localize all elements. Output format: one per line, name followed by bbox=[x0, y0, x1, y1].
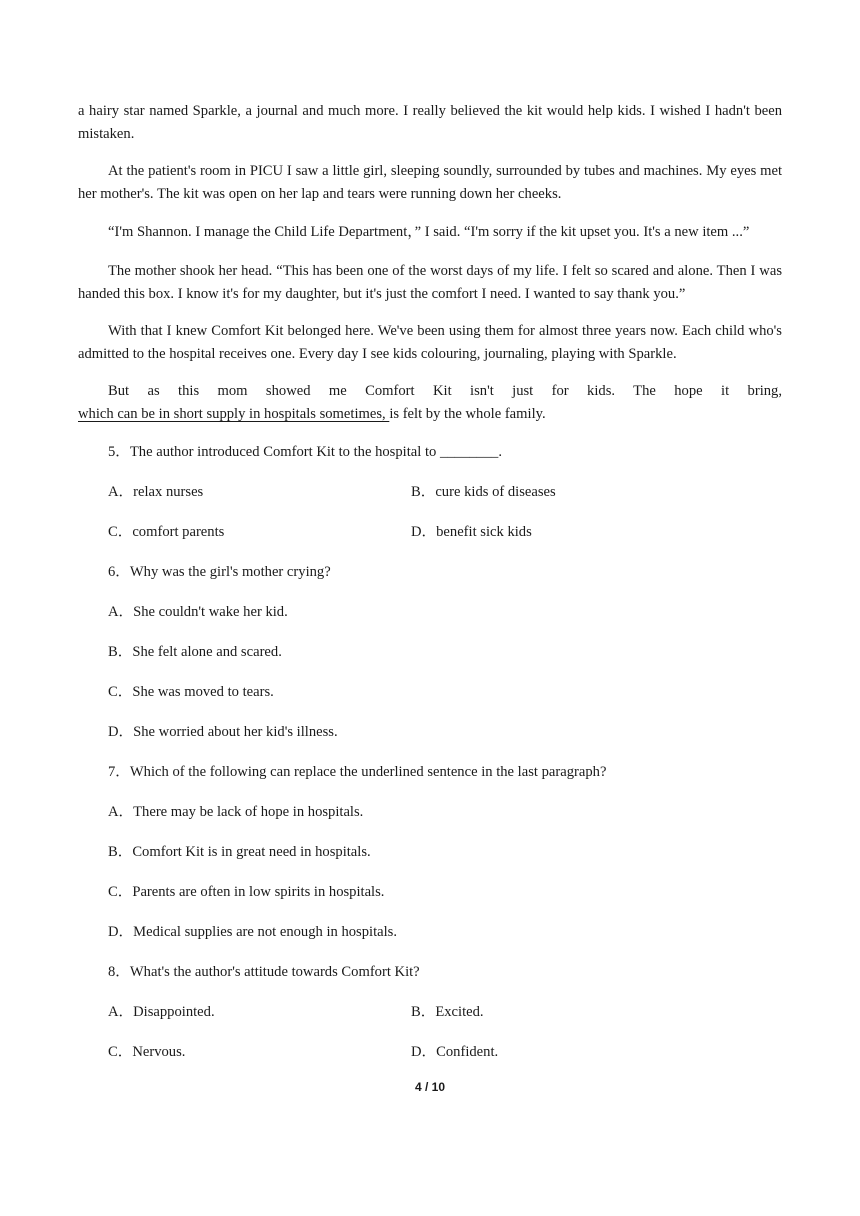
question-8-option-b: B．Excited. bbox=[411, 1004, 484, 1020]
question-6-option-c: C．She was moved to tears. bbox=[108, 684, 274, 700]
question-7-option-a: A．There may be lack of hope in hospitals. bbox=[108, 804, 364, 820]
question-8-option-d: D．Confident. bbox=[411, 1044, 499, 1060]
passage-paragraph-3: “I'm Shannon. I manage the Child Life Department，” I said. “I'm sorry if the kit upset you. It's a new item ...” bbox=[108, 224, 750, 240]
question-8-option-a: A．Disappointed. bbox=[108, 1004, 215, 1020]
question-8-stem: 8．What's the author's attitude towards Comfort Kit? bbox=[108, 964, 420, 980]
question-8-option-c: C．Nervous. bbox=[108, 1044, 186, 1060]
question-6-option-b: B．She felt alone and scared. bbox=[108, 644, 282, 660]
question-5-option-c: C．comfort parents bbox=[108, 524, 225, 540]
question-7-stem: 7．Which of the following can replace the underlined sentence in the last paragraph? bbox=[108, 764, 607, 780]
passage-paragraph-2: At the patient's room in PICU I saw a little girl, sleeping soundly, surrounded by tubes and machines. My eyes met her mother's. The kit was open on her lap and tears were running down her cheeks. bbox=[78, 163, 782, 202]
question-5-option-d: D．benefit sick kids bbox=[411, 524, 532, 540]
passage-paragraph-6-line-2 bbox=[78, 403, 782, 426]
passage-paragraph-5: With that I knew Comfort Kit belonged here. We've been using them for almost three years now. Each child who's admitted to the hospital receives one. Every day I see kids colouring, journaling, playing with Sparkle. bbox=[78, 323, 782, 362]
question-6-option-d: D．She worried about her kid's illness. bbox=[108, 724, 338, 740]
page-number: 4 / 10 bbox=[414, 1080, 446, 1094]
question-7-option-d: D．Medical supplies are not enough in hospitals. bbox=[108, 924, 397, 940]
question-5-stem: 5．The author introduced Comfort Kit to the hospital to ________. bbox=[108, 444, 502, 460]
question-7-option-c: C．Parents are often in low spirits in hospitals. bbox=[108, 884, 385, 900]
question-6-stem: 6．Why was the girl's mother crying? bbox=[108, 564, 331, 580]
question-5-option-b: B．cure kids of diseases bbox=[411, 484, 556, 500]
passage-paragraph-6-line-1: But as this mom showed me Comfort Kit isn't just for kids. The hope it bring, bbox=[108, 383, 782, 399]
passage-paragraph-4: The mother shook her head. “This has been one of the worst days of my life. I felt so scared and alone. Then I was handed this box. I know it's for my daughter, but it's just the comfort I need. I wanted to say thank you.” bbox=[78, 263, 782, 302]
question-5-option-a: A．relax nurses bbox=[108, 484, 204, 500]
paragraph-6-tail: is felt by the whole family. bbox=[389, 406, 546, 422]
passage-paragraph-1: a hairy star named Sparkle, a journal and much more. I really believed the kit would help kids. I wished I hadn't been mistaken. bbox=[78, 103, 782, 142]
question-7-option-b: B．Comfort Kit is in great need in hospitals. bbox=[108, 844, 371, 860]
question-6-option-a: A．She couldn't wake her kid. bbox=[108, 604, 288, 620]
underlined-sentence: which can be in short supply in hospitals sometimes, bbox=[78, 406, 390, 422]
